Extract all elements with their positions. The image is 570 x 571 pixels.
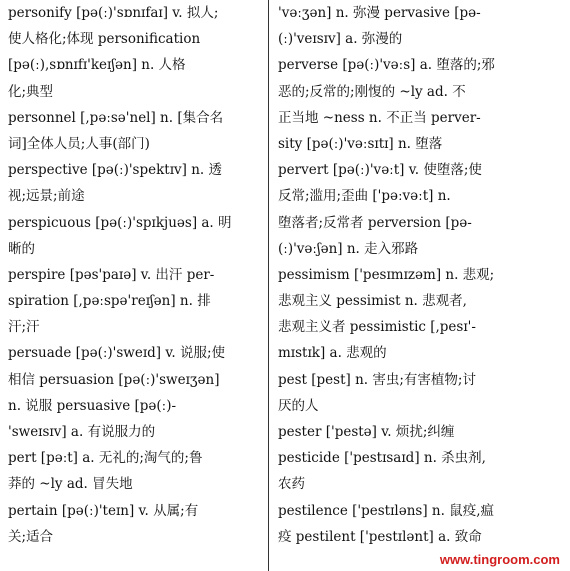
entry-line: 关;适合 <box>8 528 54 545</box>
entry-line: 悲观主义 pessimist n. 悲观者, <box>278 293 467 310</box>
entry-line: pest [pest] n. 害虫;有害植物;讨 <box>278 371 476 388</box>
entry-line: personnel [,pəːsə'nel] n. [集合名 <box>8 109 224 126</box>
entry-line: mɪstɪk] a. 悲观的 <box>278 345 387 362</box>
watermark: www.tingroom.com <box>439 552 560 567</box>
entry-line: 堕落者;反常者 perversion [pə- <box>278 214 472 231</box>
entry-line: 使人格化;体现 personification <box>8 31 201 48</box>
left-column <box>8 0 260 550</box>
entry-line: personify [pə(ː)'sɒnɪfaɪ] v. 拟人; <box>8 5 219 21</box>
entry-line: n. 说服 persuasive [pə(ː)- <box>8 397 177 414</box>
entry-line: 正当地 ~ness n. 不正当 perver- <box>278 109 481 126</box>
entry-line: persuade [pə(ː)'sweɪd] v. 说服;使 <box>8 345 226 362</box>
entry-line: 汗;汗 <box>8 319 40 336</box>
entry-line: perspicuous [pə(ː)'spɪkjuəs] a. 明 <box>8 214 232 231</box>
entry-line: spiration [,pəːspə'reɪʃən] n. 排 <box>8 293 211 310</box>
entry-line: sity [pə(ː)'vəːsɪtɪ] n. 堕落 <box>278 135 443 152</box>
entry-line: pertain [pə(ː)'teɪn] v. 从属;有 <box>8 502 199 519</box>
entry-line: perspective [pə(ː)'spektɪv] n. 透 <box>8 162 222 179</box>
entry-line: 化;典型 <box>8 83 54 100</box>
entry-line: perspire [pəs'paɪə] v. 出汗 per- <box>8 266 215 283</box>
entry-line: 悲观主义者 pessimistic [,pesɪ'- <box>278 319 476 336</box>
entry-line: 莽的 ~ly ad. 冒失地 <box>8 476 133 493</box>
entry-line: pert [pəːt] a. 无礼的;淘气的;鲁 <box>8 450 203 467</box>
entry-line: perverse [pə(ː)'vəːs] a. 堕落的;邪 <box>278 57 495 74</box>
entry-line: pervert [pə(ː)'vəːt] v. 使堕落;使 <box>278 162 482 179</box>
entry-line: pester ['pestə] v. 烦扰;纠缠 <box>278 424 455 440</box>
entry-line: pessimism ['pesɪmɪzəm] n. 悲观; <box>278 266 495 283</box>
column-divider <box>268 0 269 571</box>
entry-line: 视;远景;前途 <box>8 188 85 205</box>
entry-line: 词]全体人员;人事(部门) <box>8 135 150 152</box>
entry-line: 厌的人 <box>278 397 319 414</box>
entry-line: 晰的 <box>8 240 35 257</box>
entry-line: (ː)'veɪsɪv] a. 弥漫的 <box>278 31 403 48</box>
entry-line: (ː)'vəːʃən] n. 走入邪路 <box>278 240 419 257</box>
entry-line: 'sweɪsɪv] a. 有说服力的 <box>8 424 156 440</box>
entry-line: 恶的;反常的;刚愎的 ~ly ad. 不 <box>278 83 466 100</box>
entry-line: 相信 persuasion [pə(ː)'sweɪʒən] <box>8 371 220 388</box>
entry-line: 'vəːʒən] n. 弥漫 pervasive [pə- <box>278 5 481 21</box>
entry-line: 反常;滥用;歪曲 ['pəːvəːt] n. <box>278 188 451 205</box>
entry-line: 疫 pestilent ['pestɪlənt] a. 致命 <box>278 528 482 545</box>
entry-line: pestilence ['pestɪləns] n. 鼠疫,瘟 <box>278 502 494 519</box>
entry-line: 农药 <box>278 476 305 493</box>
entry-line: pesticide ['pestɪsaɪd] n. 杀虫剂, <box>278 450 486 467</box>
entry-line: [pə(ː),sɒnɪfɪ'keɪʃən] n. 人格 <box>8 57 186 74</box>
right-column <box>278 0 564 550</box>
